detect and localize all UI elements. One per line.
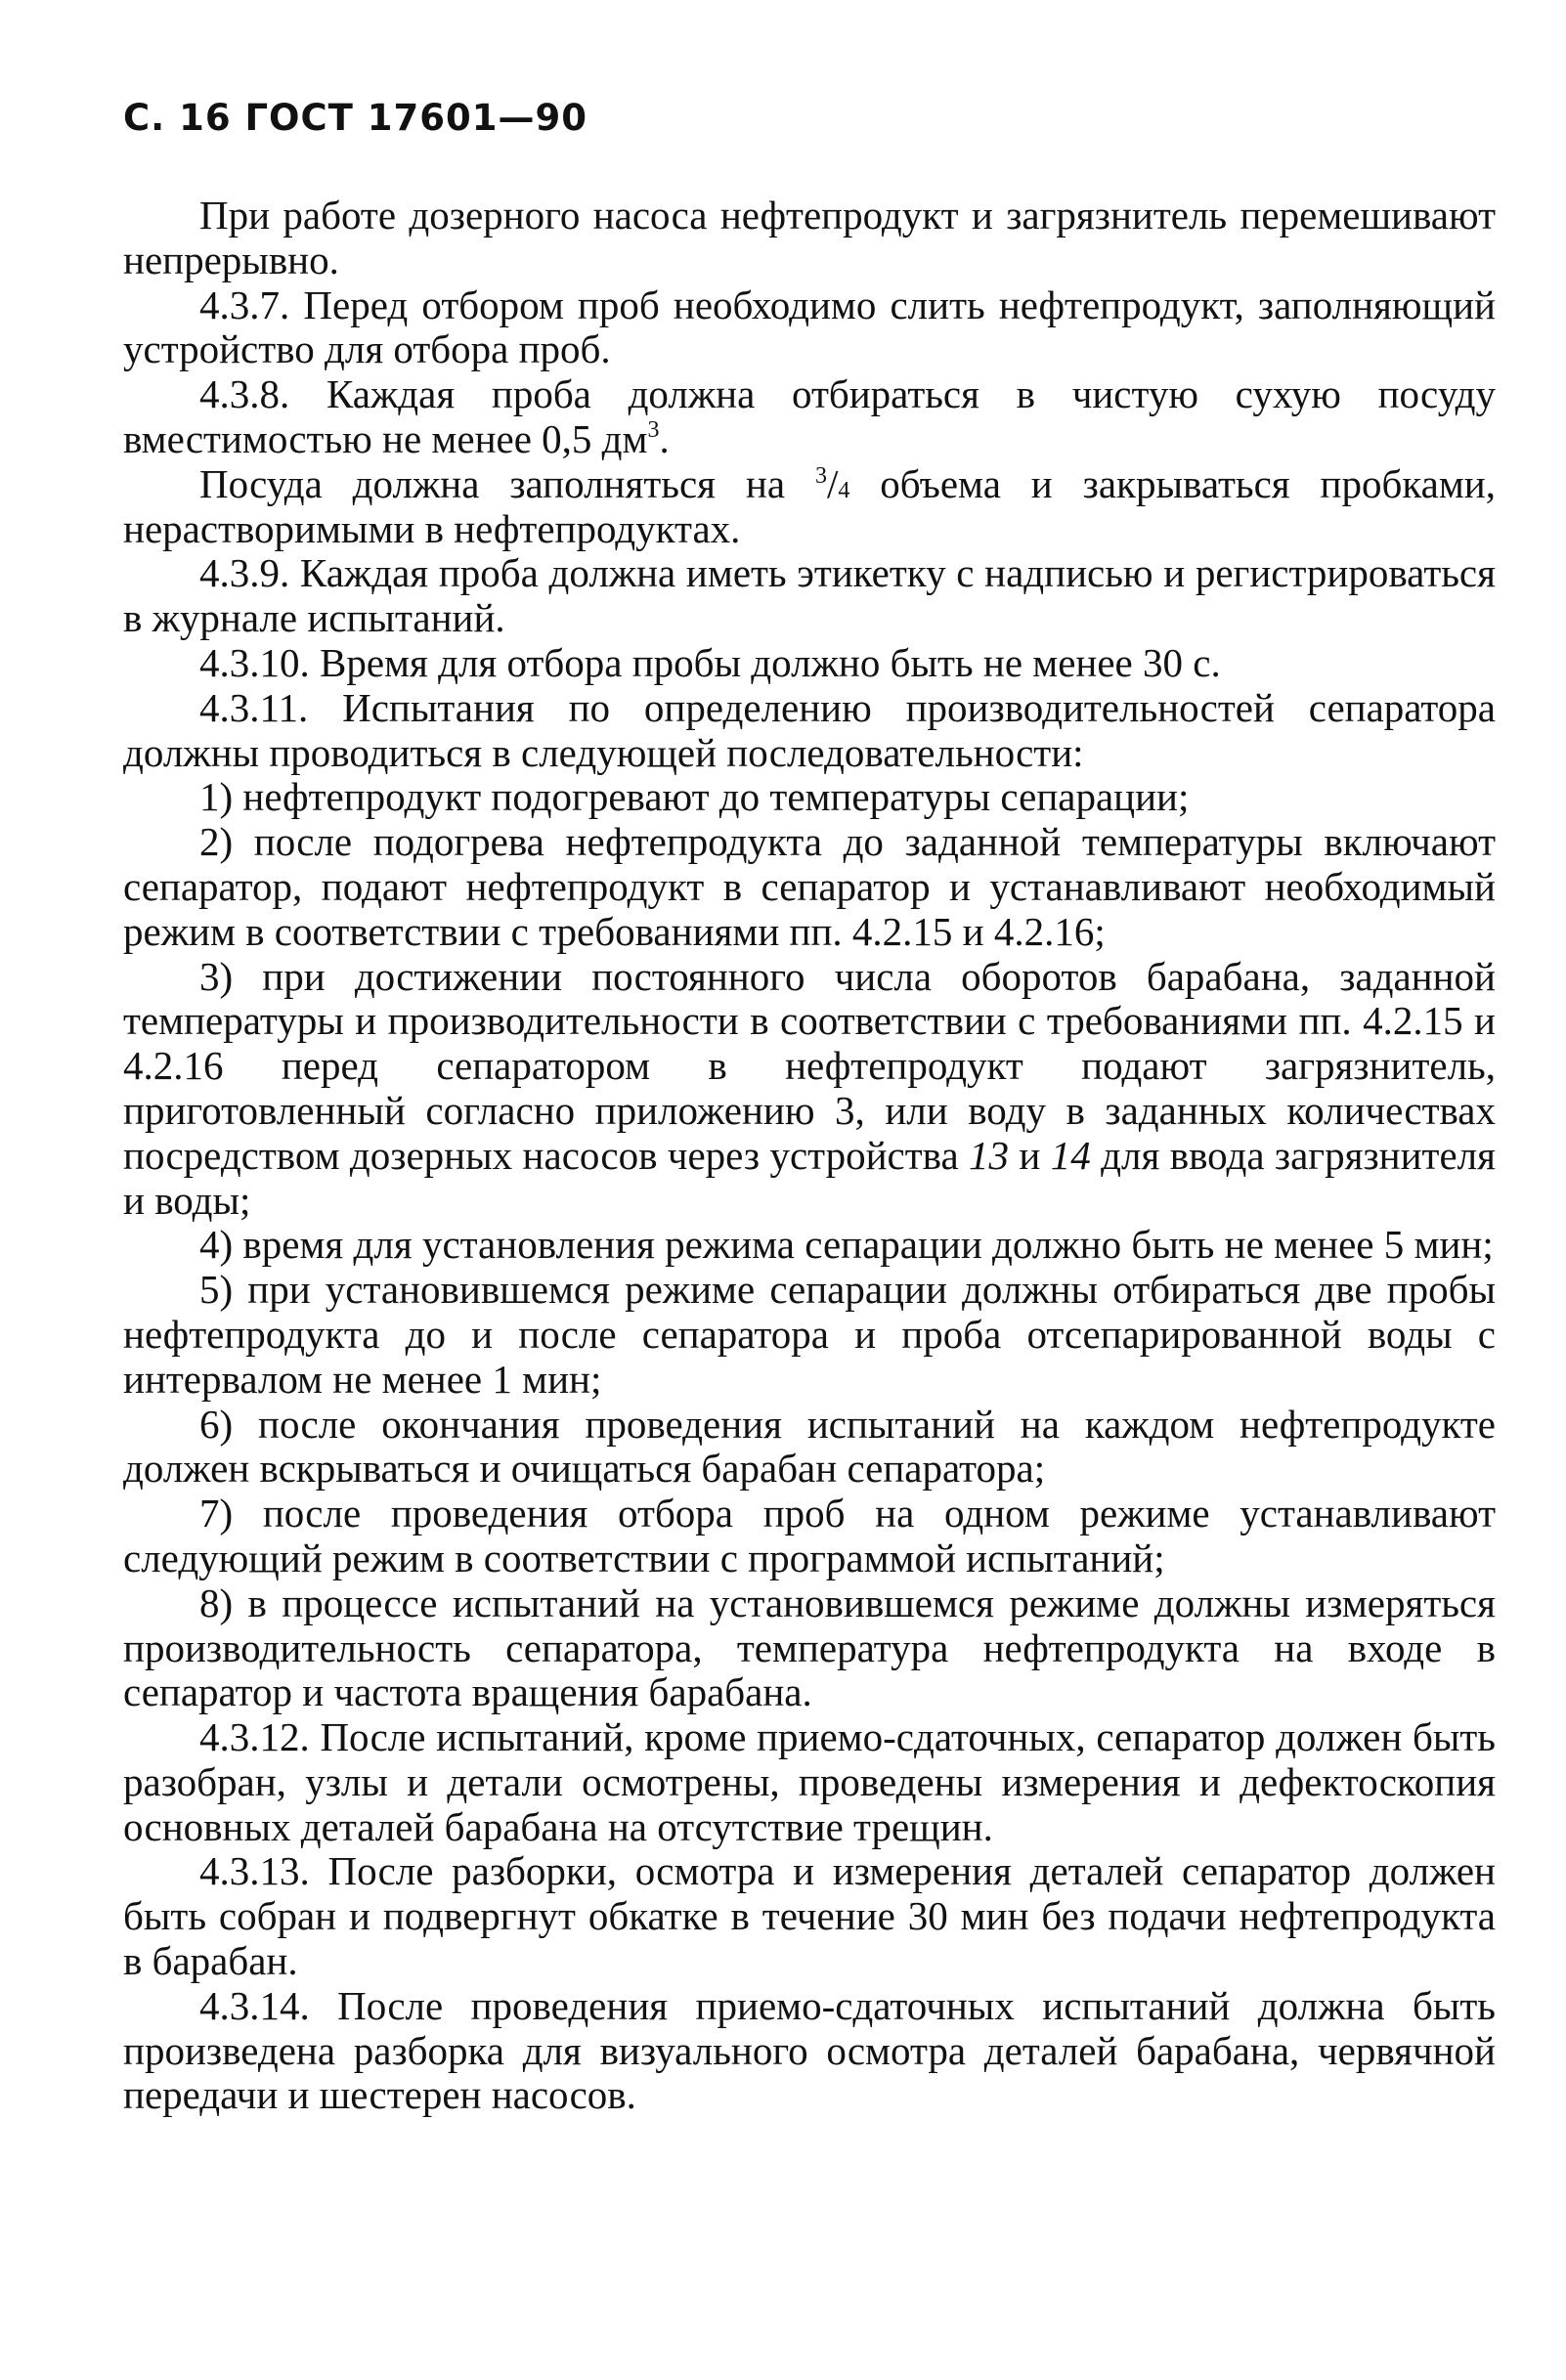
paragraph-mixing: При работе дозерного насоса нефтепродукт и загрязнитель перемешивают непрерывно. (123, 193, 1496, 282)
list-item-3 (123, 955, 1496, 1224)
paragraph-4-3-8 (123, 372, 1496, 462)
paragraph-vessel-filling (123, 462, 1496, 552)
paragraph-4-3-9: 4.3.9. Каждая проба должна иметь этикетку с надписью и регистрироваться в журнале испытаний. (123, 550, 1496, 641)
list-item-8: 8) в процессе испытаний на установившемся режиме должны измеряться производительность сепаратора, температура нефтепродукта на входе в сепаратор и частота вращения барабана. (123, 1579, 1496, 1715)
paragraph-4-3-10: 4.3.10. Время для отбора пробы должно быть не менее 30 с. (199, 639, 1221, 685)
list-item-3-conj: и (1009, 1132, 1051, 1178)
page-header: С. 16 ГОСТ 17601—90 (123, 97, 587, 139)
list-item-3-text: 3) при достижении постоянного числа оборотов барабана, заданной температуры и производительности в соответствии с требованиями пп. 4.2.15 и 4.2.16 перед сепаратором в нефтепродукт подают загрязнитель, приготовленный согласно приложению 3, или воду в заданных количествах посредством дозерных насосов через устройства (123, 953, 1496, 1178)
document-body (123, 194, 1496, 2118)
paragraph-vessel-filling-start: Посуда должна заполняться на (199, 460, 815, 506)
list-item-5: 5) при установившемся режиме сепарации должны отбираться две пробы нефтепродукта до и после сепаратора и проба отсепарированной воды с интервалом не менее 1 мин; (123, 1267, 1496, 1402)
list-item-2: 2) после подогрева нефтепродукта до заданной температуры включают сепаратор, подают нефтепродукт в сепаратор и устанавливают необходимый режим в соответствии с требованиями пп. 4.2.15 и 4.2.16; (123, 819, 1496, 954)
paragraph-4-3-8-end: . (659, 415, 670, 461)
list-item-1: 1) нефтепродукт подогревают до температуры сепарации; (199, 774, 1190, 820)
fraction-numerator: 3 (814, 462, 827, 489)
fraction-slash: / (826, 460, 839, 506)
paragraph-4-3-8-text: 4.3.8. Каждая проба должна отбираться в чистую сухую посуду вместимостью не менее 0,5 дм (123, 371, 1496, 461)
superscript-cubic: 3 (647, 416, 660, 443)
paragraph-4-3-14: 4.3.14. После проведения приемо-сдаточных испытаний должна быть произведена разборка для визуального осмотра деталей барабана, червячной передачи и шестерен насосов. (123, 1982, 1496, 2118)
list-item-6: 6) после окончания проведения испытаний на каждом нефтепродукте должен вскрываться и очищаться барабан сепаратора; (123, 1401, 1496, 1492)
fraction-denominator: 4 (838, 477, 850, 503)
paragraph-4-3-13: 4.3.13. После разборки, осмотра и измерения деталей сепаратор должен быть собран и подвергнут обкатке в течение 30 мин без подачи нефтепродукта в барабан. (123, 1848, 1496, 1984)
paragraph-4-3-7: 4.3.7. Перед отбором проб необходимо слить нефтепродукт, заполняющий устройство для отбора проб. (123, 281, 1496, 372)
paragraph-4-3-12: 4.3.12. После испытаний, кроме приемо-сдаточных, сепаратор должен быть разобран, узлы и детали осмотрены, проведены измерения и дефектоскопия основных деталей барабана на отсутствие трещин. (123, 1714, 1496, 1849)
paragraph-4-3-11: 4.3.11. Испытания по определению производительностей сепаратора должны проводиться в следующей последовательности: (123, 684, 1496, 775)
list-item-3-end: для ввода загрязнителя и воды; (123, 1132, 1496, 1223)
list-item-4: 4) время для установления режима сепарации должно быть не менее 5 мин; (199, 1222, 1494, 1268)
paragraph-vessel-filling-end: объема и закрываться пробками, нерастворимыми в нефтепродуктах. (123, 460, 1496, 551)
fraction-three-quarters (815, 461, 849, 506)
device-ref-14: 14 (1050, 1132, 1091, 1178)
device-ref-13: 13 (969, 1132, 1010, 1178)
list-item-7: 7) после проведения отбора проб на одном режиме устанавливают следующий режим в соответствии с программой испытаний; (123, 1491, 1496, 1580)
